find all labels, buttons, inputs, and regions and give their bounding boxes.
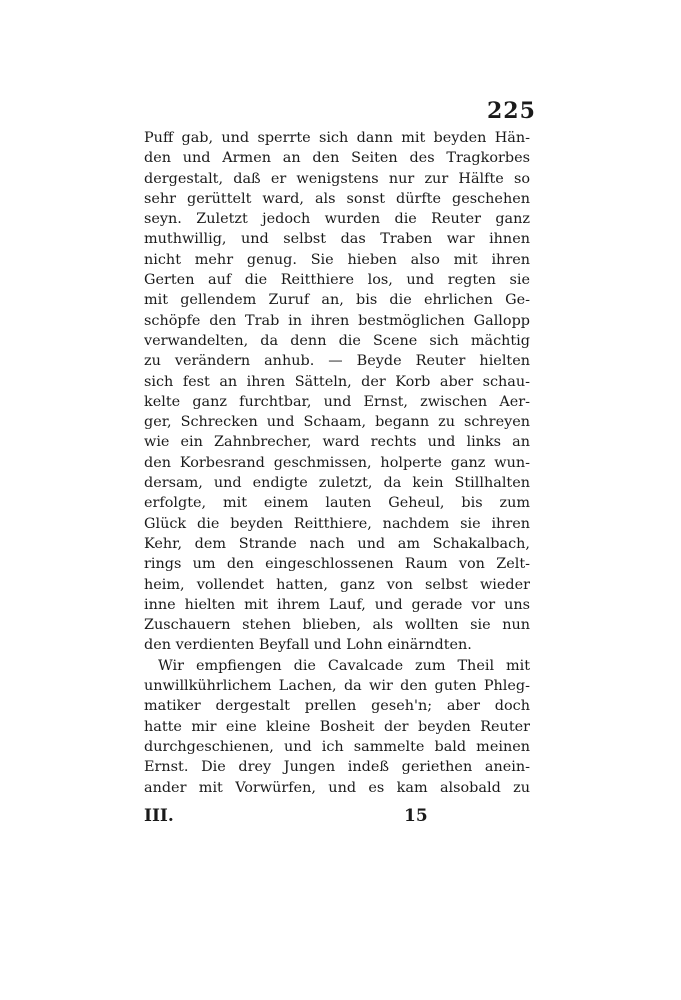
text-line: wie ein Zahnbrecher, ward rechts und links an <box>144 434 530 451</box>
page-number: 225 <box>487 98 536 124</box>
text-line: ander mit Vorwürfen, und es kam alsobald zu <box>144 779 530 796</box>
text-line: mit gellendem Zuruf an, bis die ehrlichen Ge- <box>144 292 530 309</box>
text-line: schöpfe den Trab in ihren bestmöglichen Gallopp <box>144 312 530 329</box>
text-line: seyn. Zuletzt jedoch wurden die Reuter ganz <box>144 211 530 228</box>
text-line: hatte mir eine kleine Bosheit der beyden Reuter <box>144 718 530 735</box>
text-line: sehr gerüttelt ward, als sonst dürfte geschehen <box>144 190 530 207</box>
text-line: den verdienten Beyfall und Lohn einärndten. <box>144 637 472 654</box>
text-line: rings um den eingeschlossenen Raum von Zelt- <box>144 556 530 573</box>
text-line: Kehr, dem Strande nach und am Schakalbach, <box>144 535 530 552</box>
text-line: verwandelten, da denn die Scene sich mächtig <box>144 332 530 349</box>
text-line: Zuschauern stehen blieben, als wollten sie nun <box>144 617 530 634</box>
body-text <box>144 128 530 798</box>
text-line: unwillkührlichem Lachen, da wir den guten Phleg- <box>144 678 530 695</box>
text-line: kelte ganz furchtbar, und Ernst, zwischen Aer- <box>144 393 530 410</box>
text-line: muthwillig, und selbst das Traben war ihnen <box>144 231 530 248</box>
text-line: Gerten auf die Reitthiere los, und regten sie <box>144 272 530 289</box>
text-line: matiker dergestalt prellen geseh'n; aber doch <box>144 698 530 715</box>
text-line: Wir empfiengen die Cavalcade zum Theil mit <box>158 657 530 674</box>
text-line: durchgeschienen, und ich sammelte bald meinen <box>144 738 530 755</box>
text-line: den Korbesrand geschmissen, holperte ganz wun- <box>144 454 530 471</box>
signature-mark: III. <box>144 806 174 826</box>
text-line: nicht mehr genug. Sie hieben also mit ihren <box>144 251 530 268</box>
text-line: Ernst. Die drey Jungen indeß geriethen anein- <box>144 759 530 776</box>
text-line: inne hielten mit ihrem Lauf, und gerade vor uns <box>144 596 530 613</box>
text-line: sich fest an ihren Sätteln, der Korb aber schau- <box>144 373 530 390</box>
text-line: ger, Schrecken und Schaam, begann zu schreyen <box>144 414 530 431</box>
text-line: dersam, und endigte zuletzt, da kein Stillhalten <box>144 475 530 492</box>
text-line: erfolgte, mit einem lauten Geheul, bis zum <box>144 495 530 512</box>
text-line: Puff gab, und sperrte sich dann mit beyden Hän- <box>144 130 530 146</box>
sheet-number: 15 <box>404 806 428 826</box>
text-line: zu verändern anhub. — Beyde Reuter hielten <box>144 353 530 370</box>
text-line: dergestalt, daß er wenigstens nur zur Hälfte so <box>144 170 530 187</box>
text-line: den und Armen an den Seiten des Tragkorbes <box>144 150 530 167</box>
text-line: heim, vollendet hatten, ganz von selbst wieder <box>144 576 530 593</box>
text-line: Glück die beyden Reitthiere, nachdem sie ihren <box>144 515 530 532</box>
